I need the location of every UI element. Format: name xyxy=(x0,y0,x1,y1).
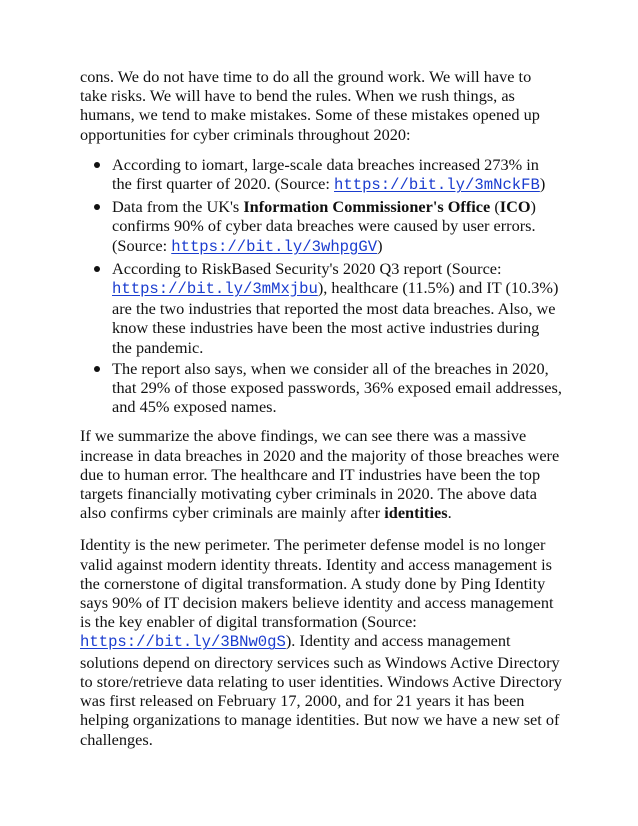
list-item-text: ) xyxy=(377,235,383,255)
document-page xyxy=(80,67,562,749)
list-item-text: According to RiskBased Security's 2020 Q3 report (Source: xyxy=(112,258,502,278)
bold-text: ICO xyxy=(499,197,531,217)
list-item-text: ) xyxy=(539,174,546,194)
list-item-text: The report also says, when we consider all of the breaches in 2020, that 29% of those exposed passwords, 36% exposed email addresses, and 45% exposed names. xyxy=(112,358,562,417)
bold-text: Information Commissioner's Office xyxy=(243,197,491,217)
list-item xyxy=(112,197,562,257)
source-link[interactable]: https://bit.ly/3BNw0gS xyxy=(80,633,286,652)
list-item xyxy=(112,359,562,417)
list-item-text: Data from the UK's xyxy=(112,197,244,217)
paragraph-text: ). Identity and access management solutions depend on directory services such as Windows Active Directory to store/retrieve data relating to user identities. Windows Active Directory was first released on February 17, 2000, and for 21 years it has been helping organizations to manage identities. But now we have a new set of challenges. xyxy=(80,631,562,749)
identity-paragraph xyxy=(80,535,562,748)
bold-text: identities xyxy=(384,503,448,523)
list-item-text: ( xyxy=(490,197,500,217)
source-link[interactable]: https://bit.ly/3mMxjbu xyxy=(112,280,318,299)
intro-paragraph: cons. We do not have time to do all the ground work. We will have to take risks. We will have to bend the rules. When we rush things, as humans, we tend to make mistakes. Some of these mistakes opened up opportunities for cyber criminals throughout 2020: xyxy=(80,67,540,144)
source-link[interactable]: https://bit.ly/3whpgGV xyxy=(171,237,378,256)
list-item xyxy=(112,259,562,357)
list-item-text: According to iomart, large-scale data breaches increased 273% in the first quarter of 2020. (Source: xyxy=(112,154,539,194)
paragraph-text: . xyxy=(447,503,452,523)
list-item xyxy=(112,155,562,195)
source-link[interactable]: https://bit.ly/3mNckFB xyxy=(334,176,540,195)
list-item-text: ) confirms 90% of cyber data breaches were caused by user errors. (Source: xyxy=(112,197,536,255)
paragraph-text: If we summarize the above findings, we can see there was a massive increase in data breaches in 2020 and the majority of those breaches were due to human error. The healthcare and IT industries have been the top targets financially motivating cyber criminals in 2020. The above data also confirms cyber criminals are mainly after xyxy=(80,426,560,523)
list-item-text: ), healthcare (11.5%) and IT (10.3%) are the two industries that reported the most data breaches. Also, we know these industries have been the most active industries during the pandemic. xyxy=(112,278,559,357)
breach-facts-list xyxy=(80,155,562,417)
summary-paragraph xyxy=(80,426,562,522)
paragraph-text: Identity is the new perimeter. The perimeter defense model is no longer valid against modern identity threats. Identity and access management is the cornerstone of digital transformation. A study done by Ping Identity says 90% of IT decision makers believe identity and access management is the key enabler of digital transformation (Source: xyxy=(80,535,554,632)
